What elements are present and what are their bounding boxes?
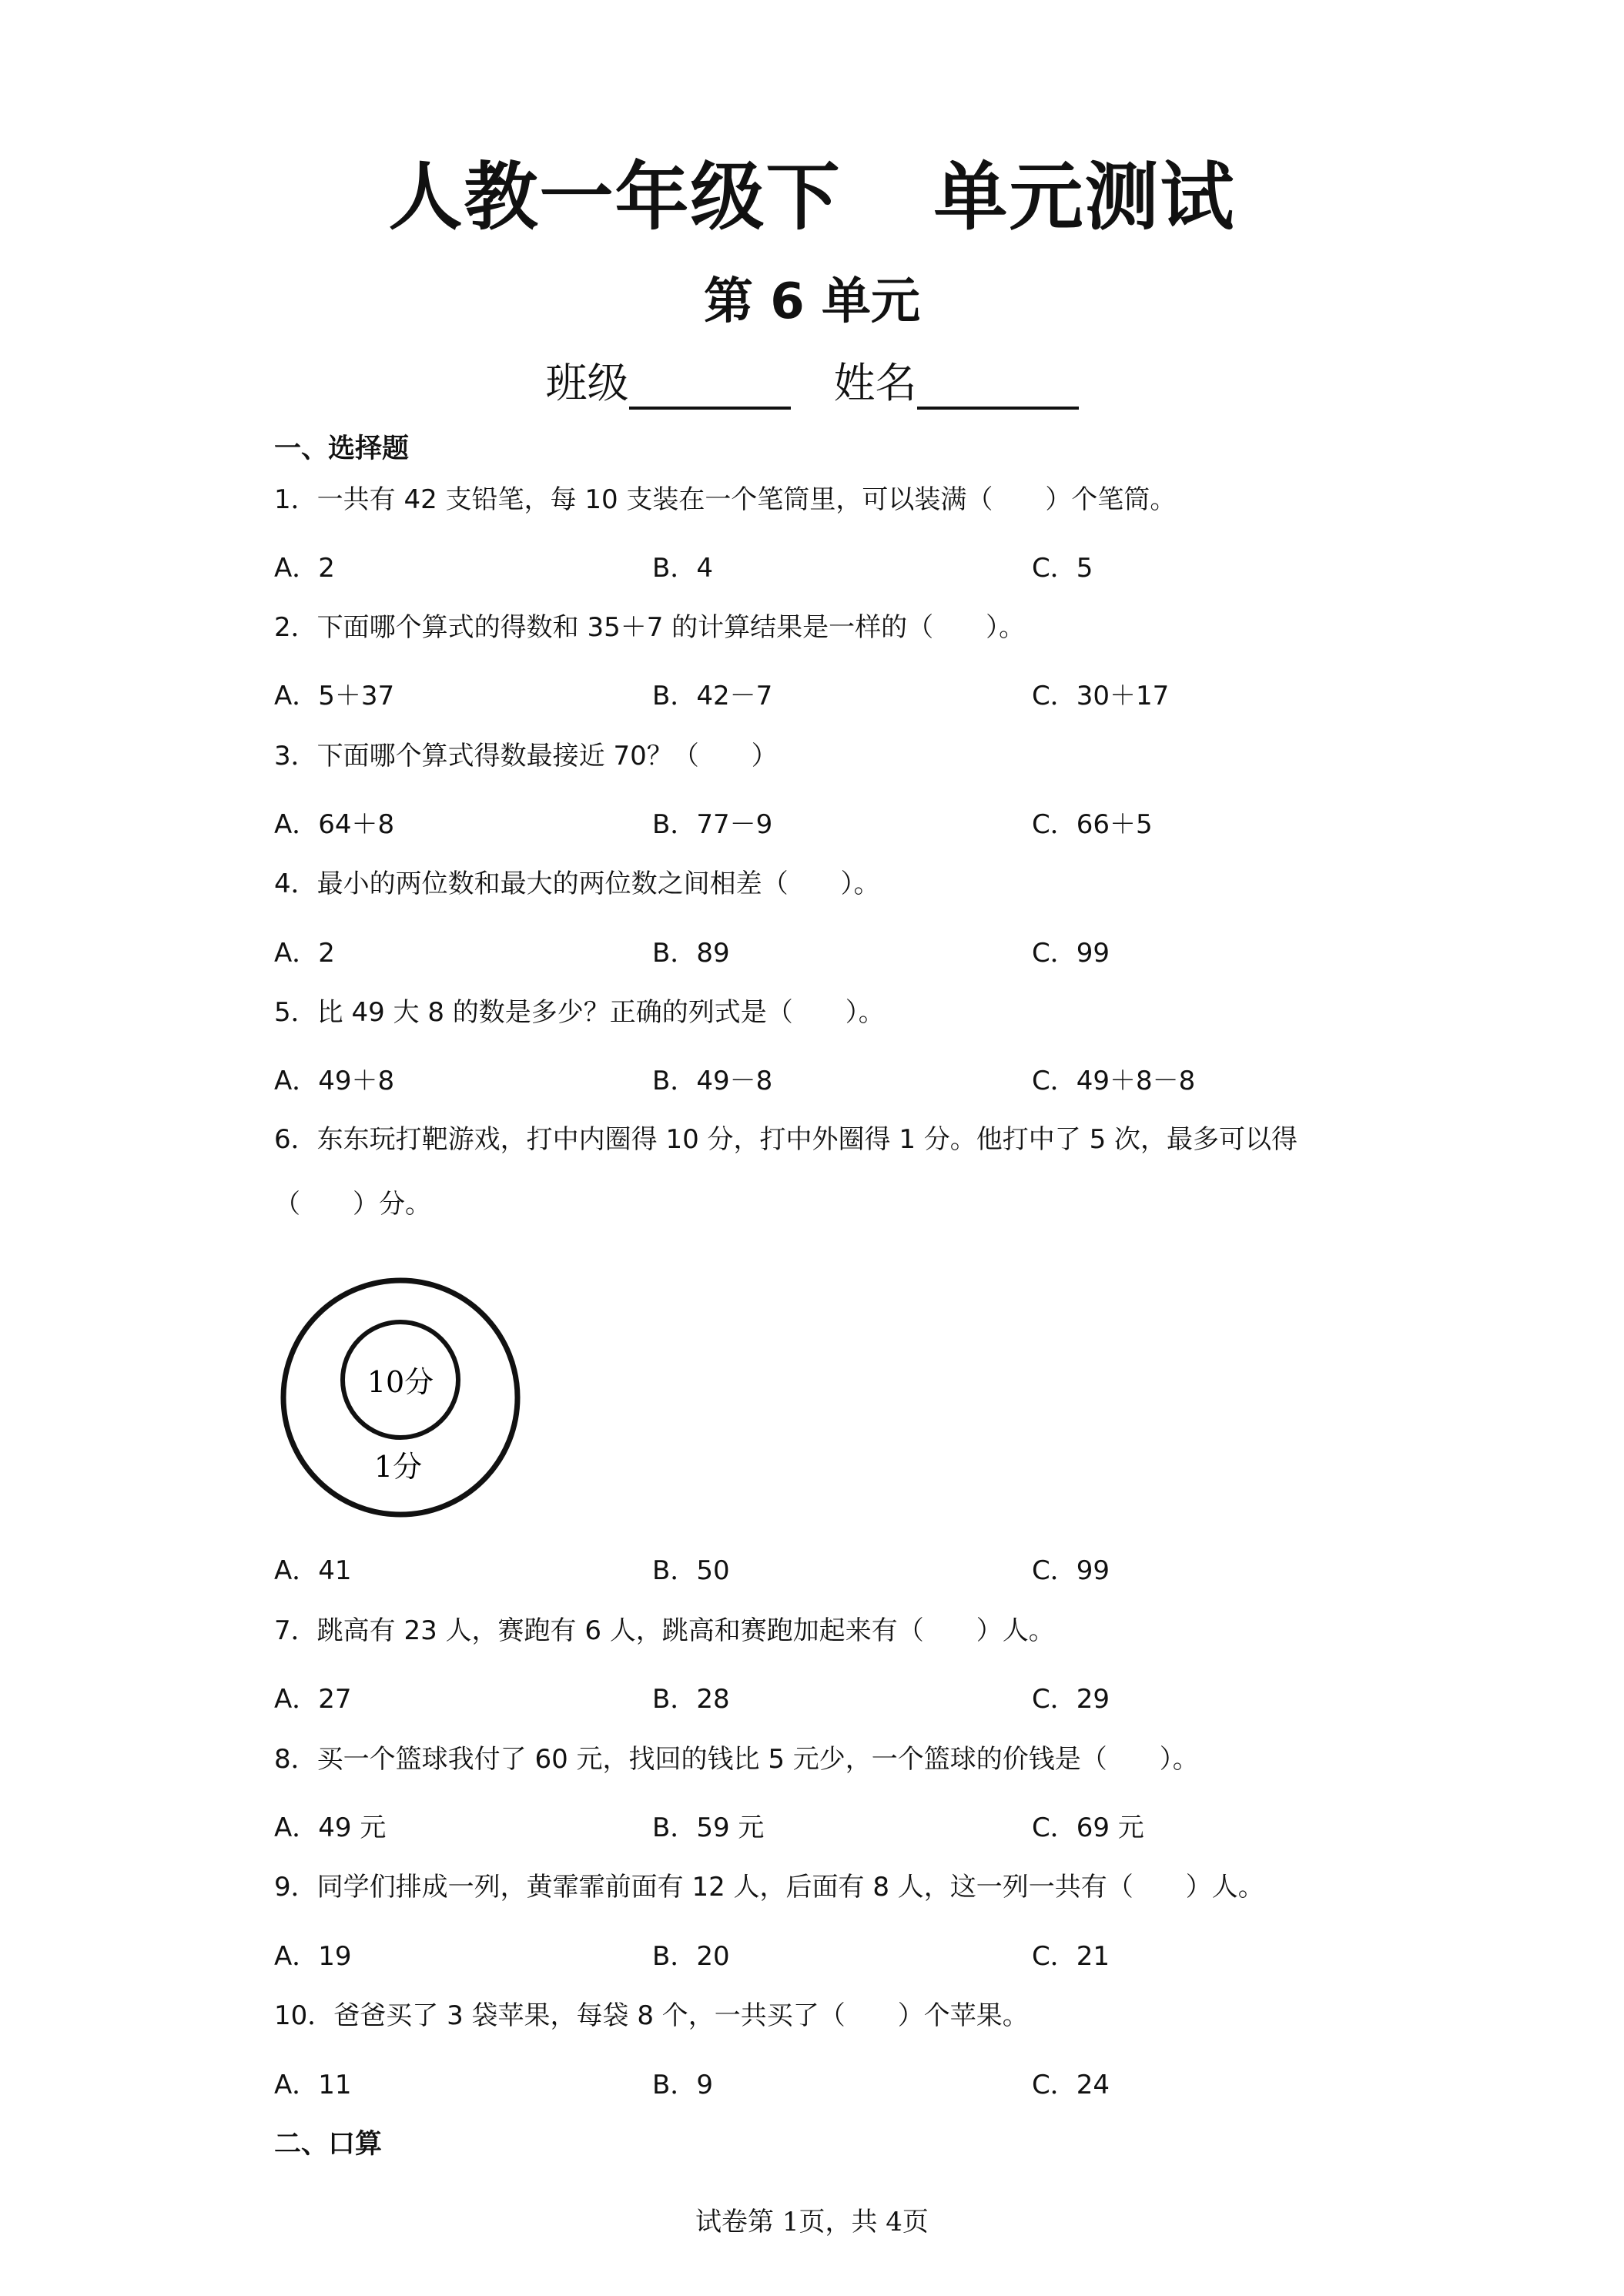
q8-option-c[interactable]: C．69 元: [1032, 1812, 1144, 1843]
q1-option-b[interactable]: B．4: [652, 553, 713, 584]
question-3: 3．下面哪个算式得数最接近 70？（ ）: [274, 741, 778, 771]
question-10: 10．爸爸买了 3 袋苹果，每袋 8 个，一共买了（ ）个苹果。: [274, 2000, 1029, 2031]
title-right: 单元测试: [933, 154, 1236, 240]
q10-option-b[interactable]: B．9: [652, 2070, 713, 2100]
section-heading-2: 二、口算: [274, 2129, 383, 2160]
q6-option-a[interactable]: A．41: [274, 1555, 352, 1586]
q3-option-c[interactable]: C．66＋5: [1032, 809, 1153, 840]
page-footer: 试卷第 1页，共 4页: [695, 2207, 929, 2237]
question-6: 6．东东玩打靶游戏，打中内圈得 10 分，打中外圈得 1 分。他打中了 5 次，最多可以得（ ）分。: [274, 1124, 1298, 1220]
q3-option-b[interactable]: B．77－9: [652, 809, 773, 840]
unit-heading: 第 6 单元: [703, 273, 921, 330]
q10-option-c[interactable]: C．24: [1032, 2070, 1110, 2100]
title-left: 人教一年级下: [388, 154, 842, 240]
q6-option-c[interactable]: C．99: [1032, 1555, 1110, 1586]
name-blank[interactable]: [917, 366, 1079, 410]
question-1: 1．一共有 42 支铅笔，每 10 支装在一个笔筒里，可以装满（ ）个笔筒。: [274, 484, 1177, 515]
question-9: 9．同学们排成一列，黄霏霏前面有 12 人，后面有 8 人，这一列一共有（ ）人。: [274, 1872, 1264, 1903]
q2-option-b[interactable]: B．42－7: [652, 681, 773, 711]
q5-option-c[interactable]: C．49＋8－8: [1032, 1066, 1196, 1096]
q5-option-a[interactable]: A．49＋8: [274, 1066, 395, 1096]
page-title: [0, 139, 1624, 244]
q4-option-c[interactable]: C．99: [1032, 938, 1110, 969]
q7-option-c[interactable]: C．29: [1032, 1684, 1110, 1715]
q4-option-a[interactable]: A．2: [274, 938, 335, 969]
q5-option-b[interactable]: B．49－8: [652, 1066, 773, 1096]
student-info: [0, 350, 1624, 410]
q7-option-a[interactable]: A．27: [274, 1684, 352, 1715]
q9-option-a[interactable]: A．19: [274, 1941, 352, 1972]
q2-option-a[interactable]: A．5＋37: [274, 681, 395, 711]
q1-option-a[interactable]: A．2: [274, 553, 335, 584]
q9-option-b[interactable]: B．20: [652, 1941, 730, 1972]
question-7: 7．跳高有 23 人，赛跑有 6 人，跳高和赛跑加起来有（ ）人。: [274, 1615, 1055, 1646]
q6-option-b[interactable]: B．50: [652, 1555, 730, 1586]
q8-option-b[interactable]: B．59 元: [652, 1812, 765, 1843]
section-heading: 一、选择题: [274, 433, 410, 464]
question-5: 5．比 49 大 8 的数是多少？正确的列式是（ ）。: [274, 997, 885, 1028]
target-inner-label: 10分: [367, 1365, 434, 1399]
q10-option-a[interactable]: A．11: [274, 2070, 352, 2100]
question-4: 4．最小的两位数和最大的两位数之间相差（ ）。: [274, 869, 880, 899]
q1-option-c[interactable]: C．5: [1032, 553, 1093, 584]
q8-option-a[interactable]: A．49 元: [274, 1812, 387, 1843]
q9-option-c[interactable]: C．21: [1032, 1941, 1110, 1972]
question-8: 8．买一个篮球我付了 60 元，找回的钱比 5 元少，一个篮球的价钱是（ ）。: [274, 1744, 1199, 1775]
name-label: 姓名: [833, 359, 917, 407]
class-blank[interactable]: [629, 366, 791, 410]
q7-option-b[interactable]: B．28: [652, 1684, 730, 1715]
q4-option-b[interactable]: B．89: [652, 938, 730, 969]
q2-option-c[interactable]: C．30＋17: [1032, 681, 1170, 711]
target-outer-label: 1分: [373, 1450, 423, 1484]
target-diagram: [273, 1270, 527, 1525]
question-2: 2．下面哪个算式的得数和 35＋7 的计算结果是一样的（ ）。: [274, 612, 1026, 643]
q3-option-a[interactable]: A．64＋8: [274, 809, 395, 840]
class-label: 班级: [545, 359, 629, 407]
